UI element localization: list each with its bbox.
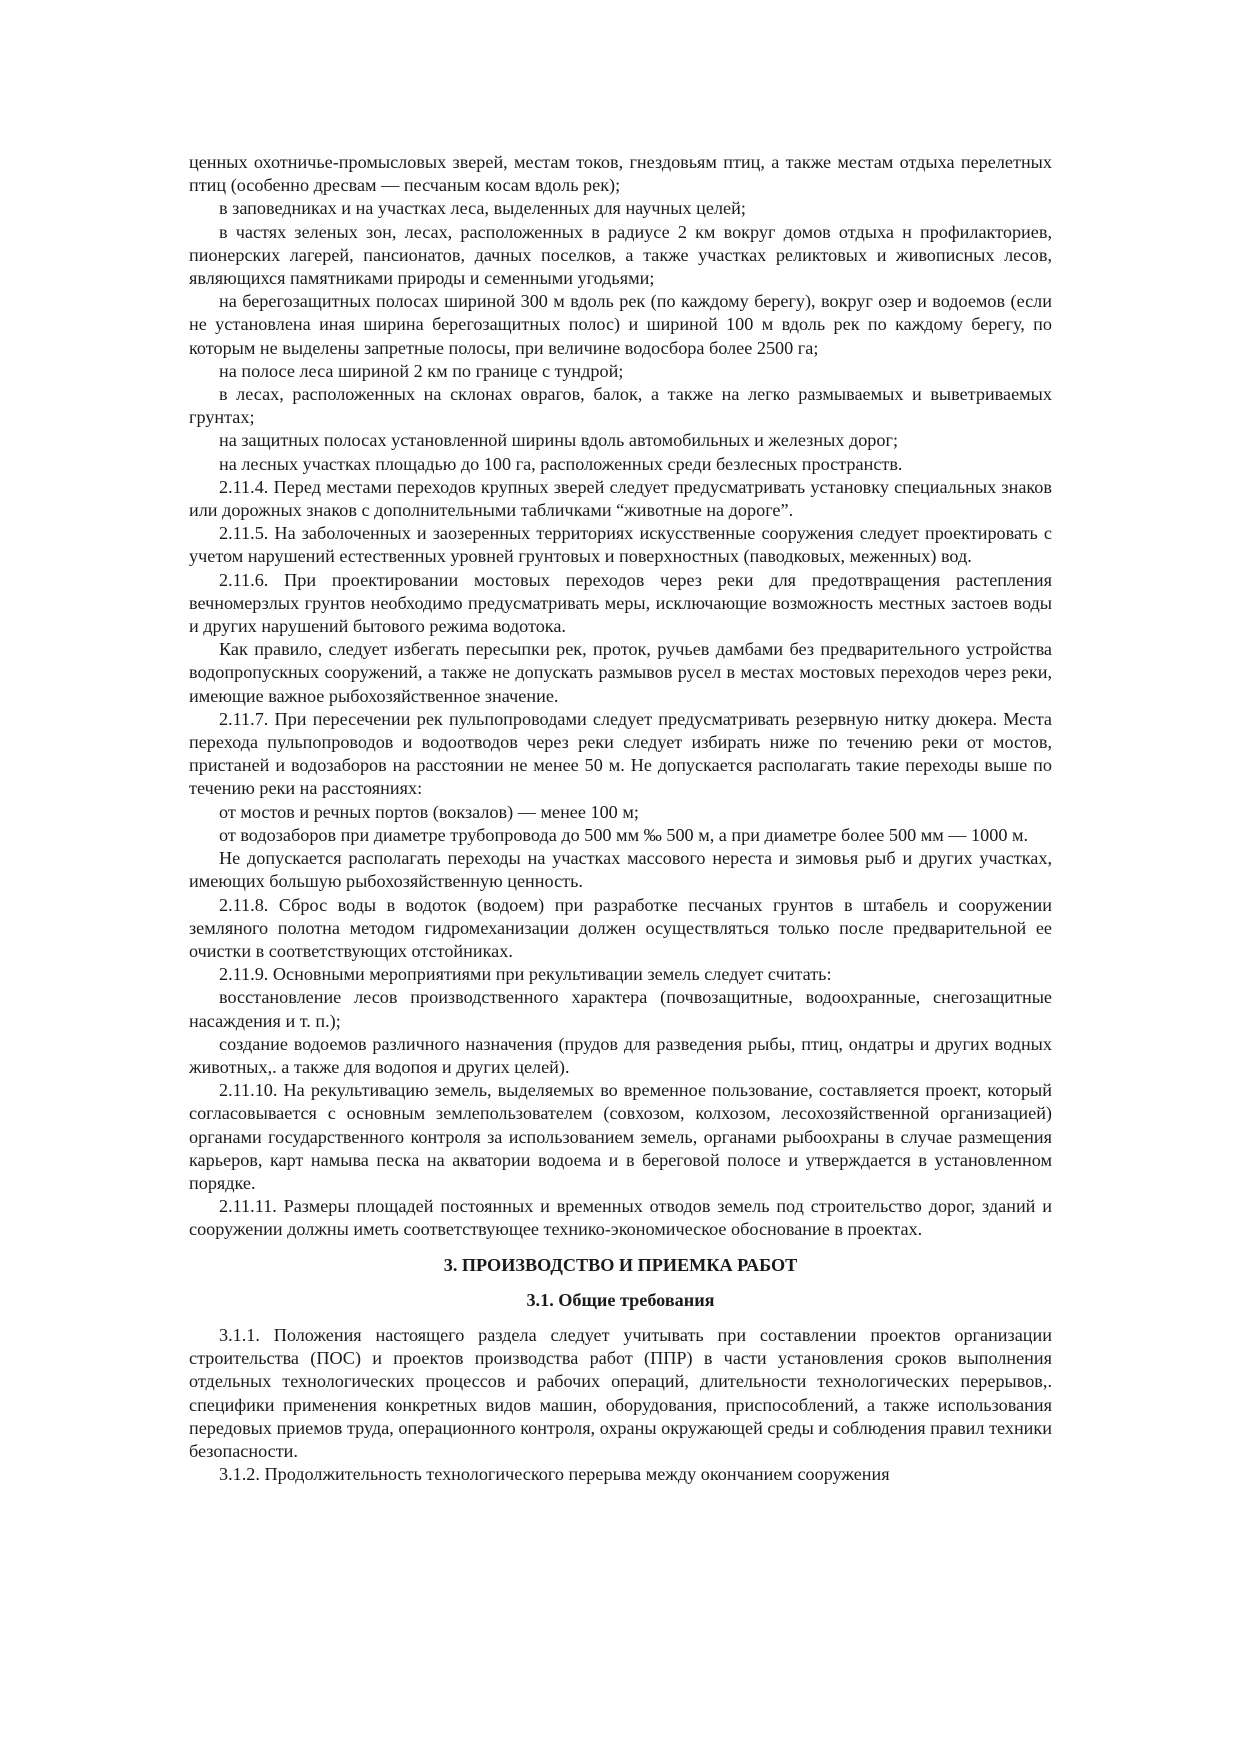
paragraph: Как правило, следует избегать пересыпки рек, проток, ручьев дамбами без предварительного устройства водопропускных сооружений, а также не допускать размывов русел в местах мостовых переходов через реки, имеющие важное рыбохозяйственное значение. bbox=[189, 639, 1052, 706]
body-text-after bbox=[189, 1324, 1052, 1486]
paragraph: 2.11.6. При проектировании мостовых переходов через реки для предотвращения растепления вечномерзлых грунтов необходимо предусматривать меры, исключающие возможность местных застоев воды и других нарушений бытового режима водотока. bbox=[189, 569, 1052, 637]
paragraph: от мостов и речных портов (вокзалов) — менее 100 м; bbox=[219, 801, 639, 822]
paragraph: в лесах, расположенных на склонах оврагов, балок, а также на легко размываемых и выветриваемых грунтах; bbox=[189, 384, 1052, 428]
paragraph: от водозаборов при диаметре трубопровода до 500 мм ‰ 500 м, а при диаметре более 500 мм — 1000 м. bbox=[219, 824, 1029, 845]
subsection-heading: 3.1. Общие требования bbox=[526, 1289, 715, 1310]
paragraph: на полосе леса шириной 2 км по границе с тундрой; bbox=[219, 360, 624, 381]
paragraph: 2.11.9. Основными мероприятиями при рекультивации земель следует считать: bbox=[219, 964, 832, 985]
paragraph: 2.11.11. Размеры площадей постоянных и временных отводов земель под строительство дорог, зданий и сооружении должны иметь соответствующее технико-экономическое обоснование в проектах. bbox=[189, 1196, 1052, 1240]
paragraph: 2.11.4. Перед местами переходов крупных зверей следует предусматривать установку специальных знаков или дорожных знаков с дополнительными табличками “животные на дороге”. bbox=[189, 476, 1052, 521]
document-page bbox=[189, 151, 1052, 1486]
paragraph: 2.11.7. При пересечении рек пульпопроводами следует предусматривать резервную нитку дюкера. Места перехода пульпопроводов и водоотводов через реки следует избирать ниже по течению реки от мостов, пристаней и водозаборов на расстоянии не менее 50 м. Не допускается располагать такие переходы выше по течению реки на расстояниях: bbox=[189, 708, 1052, 799]
paragraph: на лесных участках площадью до 100 га, расположенных среди безлесных пространств. bbox=[219, 453, 903, 474]
paragraph: создание водоемов различного назначения (прудов для разведения рыбы, птиц, ондатры и других водных животных,. а также для водопоя и других целей). bbox=[189, 1033, 1052, 1077]
paragraph: Не допускается располагать переходы на участках массового нереста и зимовья рыб и других участках, имеющих большую рыбохозяйственную ценность. bbox=[189, 848, 1052, 892]
paragraph: ценных охотничье-промысловых зверей, местам токов, гнездовьям птиц, а также местам отдыха перелетных птиц (особенно дресвам — песчаным косам вдоль рек); bbox=[189, 152, 1052, 196]
paragraph: 3.1.1. Положения настоящего раздела следует учитывать при составлении проектов организации строительства (ПОС) и проектов производства работ (ППР) в части установления сроков выполнения отдельных технологических процессов и рабочих операций, длительности технологических перерывов,. специфики применения конкретных видов машин, оборудования, приспособлений, а также использования передовых приемов труда, операционного контроля, охраны окружающей среды и соблюдения правил техники безопасности. bbox=[189, 1324, 1052, 1461]
paragraph: 2.11.10. На рекультивацию земель, выделяемых во временное пользование, составляется проект, который согласовывается с основным землепользователем (совхозом, колхозом, лесохозяйственной организацией) органами государственного контроля за использованием земель, органами рыбоохраны в случае размещения карьеров, карт намыва песка на акватории водоема и в береговой полосе и утверждается в установленном порядке. bbox=[189, 1080, 1052, 1193]
paragraph: 2.11.5. На заболоченных и заозеренных территориях искусственные сооружения следует проектировать с учетом нарушений естественных уровней грунтовых и поверхностных (паводковых, меженных) вод. bbox=[189, 523, 1052, 567]
paragraph: в частях зеленых зон, лесах, расположенных в радиусе 2 км вокруг домов отдыха н профилакториев, пионерских лагерей, пансионатов, дачных поселков, а также участках реликтовых и живописных лесов, являющихся памятниками природы и семенными угодьями; bbox=[189, 221, 1052, 289]
paragraph: в заповедниках и на участках леса, выделенных для научных целей; bbox=[219, 198, 746, 219]
paragraph: восстановление лесов производственного характера (почвозащитные, водоохранные, снегозащитные насаждения и т. п.); bbox=[189, 987, 1052, 1031]
paragraph: на берегозащитных полосах шириной 300 м вдоль рек (по каждому берегу), вокруг озер и водоемов (если не установлена иная ширина берегозащитных полос) и шириной 100 м вдоль рек по каждому берегу, по которым не выделены запретные полосы, при величине водосбора более 2500 га; bbox=[189, 291, 1052, 358]
paragraph: 3.1.2. Продолжительность технологического перерыва между окончанием сооружения bbox=[219, 1464, 890, 1485]
section-heading: 3. ПРОИЗВОДСТВО И ПРИЕМКА РАБОТ bbox=[443, 1254, 798, 1275]
paragraph: на защитных полосах установленной ширины вдоль автомобильных и железных дорог; bbox=[219, 430, 898, 451]
body-text-before bbox=[189, 151, 1052, 1242]
paragraph: 2.11.8. Сброс воды в водоток (водоем) при разработке песчаных грунтов в штабель и сооружении земляного полотна методом гидромеханизации должен осуществляться только после предварительной ее очистки в соответствующих отстойниках. bbox=[189, 894, 1052, 961]
